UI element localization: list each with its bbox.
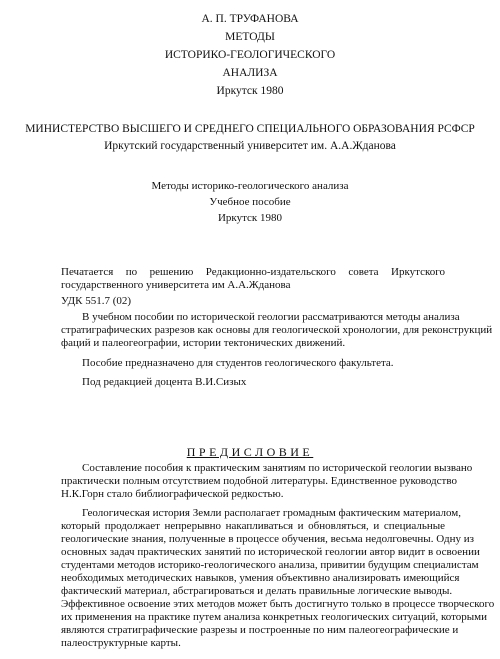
preface-heading: ПРЕДИСЛОВИЕ: [186, 445, 314, 459]
preface-p1-line-3: Н.К.Горн стало библиографической редкостью.: [61, 488, 284, 500]
preface-p2-line-5: студентами методов историко-геологического анализа, привитии будущим специалистам: [61, 559, 479, 571]
book-kind: Учебное пособие: [209, 196, 291, 208]
preface-p2-line-4: основных задач практических занятий по исторической геологии автор видит в освоении: [61, 546, 480, 558]
abstract-line-3: фаций и палеогеографии, истории тектонических движений.: [61, 337, 346, 349]
preface-p1-line-2: практически полным отсутствием подобной литературы. Единственное руководство: [61, 475, 457, 487]
preface-p2-line-10: являются стратиграфические разрезы и построенные по ним палеогеографические и: [61, 624, 459, 636]
abstract-line-1: В учебном пособии по исторической геологии рассматриваются методы анализа: [82, 311, 460, 323]
preface-p1-line-1: Составление пособия к практическим занятиям по исторической геологии вызвано: [82, 462, 473, 474]
place-year: Иркутск 1980: [216, 85, 284, 97]
ministry: МИНИСТЕРСТВО ВЫСШЕГО И СРЕДНЕГО СПЕЦИАЛЬНОГО ОБРАЗОВАНИЯ РСФСР: [25, 123, 475, 135]
approval-line-2: государственного университета им А.А.Жданова: [61, 279, 291, 291]
preface-p2-line-7: фактический материал, абстрагироваться и делать правильные логические выводы.: [61, 585, 453, 597]
author: А. П. ТРУФАНОВА: [201, 13, 299, 25]
book-title-line-2: ИСТОРИКО-ГЕОЛОГИЧЕСКОГО: [164, 49, 336, 61]
inner-place-year: Иркутск 1980: [217, 212, 283, 224]
preface-p2-line-11: палеоструктурные карты.: [61, 637, 181, 649]
book-title-line-3: АНАЛИЗА: [222, 67, 278, 79]
preface-p2-line-8: Эффективное освоение этих методов может быть достигнуто только в процессе творческого: [61, 598, 495, 610]
preface-p2-line-2: который продолжает непрерывно накапливаться и обновляться, и специальные: [61, 520, 445, 532]
preface-p2-line-1: Геологическая история Земли располагает громадным фактическим материалом,: [82, 507, 462, 519]
inner-title: Методы историко-геологического анализа: [151, 180, 349, 192]
editor: Под редакцией доцента В.И.Сизых: [82, 376, 247, 388]
university: Иркутский государственный университет им. А.А.Жданова: [104, 140, 396, 152]
preface-p2-line-9: их применения на практике путем анализа конкретных геологических ситуаций, которыми: [61, 611, 488, 623]
udc: УДК 551.7 (02): [61, 295, 132, 307]
abstract-line-2: стратиграфических разрезов как основы для геологической хронологии, для реконструкций: [61, 324, 493, 336]
preface-p2-line-3: геологические знания, полученные в процессе обучения, весьма недолговечны. Одну из: [61, 533, 474, 545]
book-title-line-1: МЕТОДЫ: [225, 31, 275, 43]
audience: Пособие предназначено для студентов геологического факультета.: [82, 357, 394, 369]
preface-p2-line-6: необходимых методических навыков, умения объективно анализировать имеющийся: [61, 572, 460, 584]
approval-line-1: Печатается по решению Редакционно-издательского совета Иркутского: [61, 266, 445, 278]
